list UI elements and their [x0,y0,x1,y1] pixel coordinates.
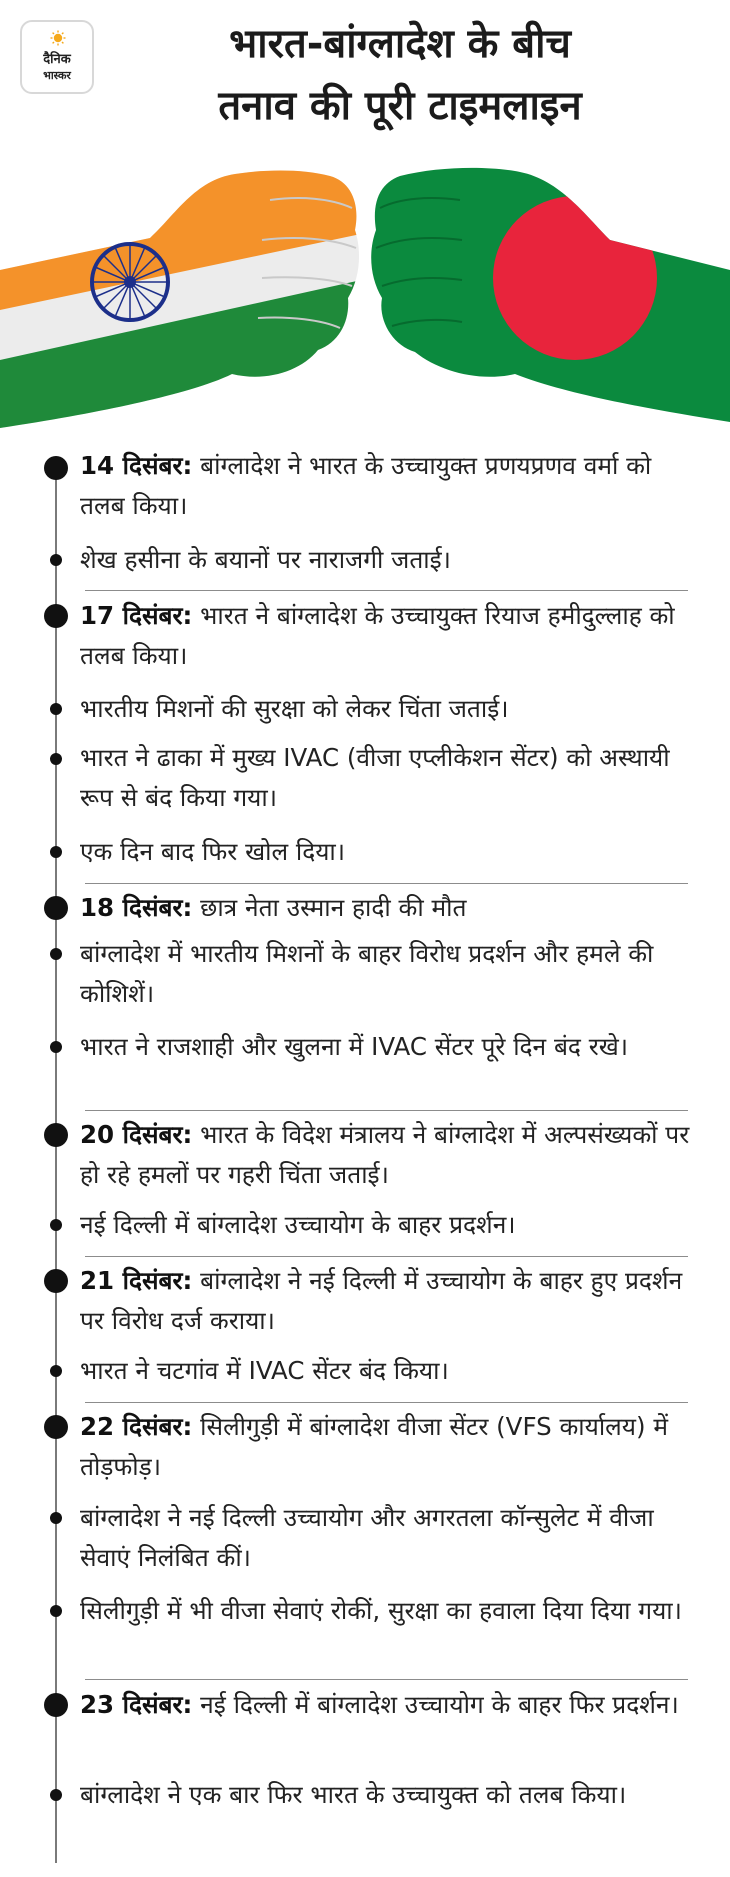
timeline-event-marker [44,896,68,920]
section-divider [85,1110,688,1111]
bullet-text: शेख हसीना के बयानों पर नाराजगी जताई। [80,545,451,574]
bullet-marker [50,846,62,858]
bullet-text: एक दिन बाद फिर खोल दिया। [80,837,346,866]
ashoka-chakra-icon [92,244,168,320]
bullet-text: भारत ने राजशाही और खुलना में IVAC सेंटर पूरे दिन बंद रखे। [80,1032,629,1061]
sun-icon [50,30,66,46]
page-title-line-2: तनाव की पूरी टाइमलाइन [218,83,582,129]
bullet-text: नई दिल्ली में बांग्लादेश उच्चायोग के बाहर प्रदर्शन। [80,1210,516,1239]
bullet-text: बांग्लादेश ने एक बार फिर भारत के उच्चायुक्त को तलब किया। [80,1780,627,1809]
bullet-text: भारत ने चटगांव में IVAC सेंटर बंद किया। [80,1356,449,1385]
timeline-event-marker [44,1123,68,1147]
section-divider [85,590,688,591]
logo-line-2: भास्कर [43,69,71,82]
timeline-event-marker [44,1269,68,1293]
bullet-marker [50,1512,62,1524]
timeline [0,440,730,1870]
timeline-event-marker [44,604,68,628]
timeline-event-text [80,1685,690,1725]
bullet-marker [50,703,62,715]
bullet-text: बांग्लादेश में भारतीय मिशनों के बाहर विरोध प्रदर्शन और हमले की कोशिशें। [80,939,654,1008]
event-description: नई दिल्ली में बांग्लादेश उच्चायोग के बाहर फिर प्रदर्शन। [200,1690,679,1719]
hero-fists-illustration [0,160,730,430]
page-title-line-1: भारत-बांग्लादेश के बीच [229,21,571,67]
timeline-vertical-line [55,468,57,1863]
timeline-event-text [80,888,690,928]
bullet-text: भारत ने ढाका में मुख्य IVAC (वीजा एप्लीकेशन सेंटर) को अस्थायी रूप से बंद किया गया। [80,743,670,812]
event-date: 17 दिसंबर: [80,601,193,630]
event-description: छात्र नेता उस्मान हादी की मौत [200,893,467,922]
india-fist [0,160,370,430]
bullet-text: बांग्लादेश ने नई दिल्ली उच्चायोग और अगरतला कॉन्सुलेट में वीजा सेवाएं निलंबित कीं। [80,1503,654,1572]
event-date: 22 दिसंबर: [80,1412,193,1441]
timeline-event-text [80,1261,690,1341]
event-description: बांग्लादेश ने भारत के उच्चायुक्त प्रणयप्रणव वर्मा को तलब किया। [80,451,652,520]
section-divider [85,1679,688,1680]
timeline-event-text [80,446,690,526]
bangladesh-fist [360,160,730,430]
event-description: बांग्लादेश ने नई दिल्ली में उच्चायोग के बाहर हुए प्रदर्शन पर विरोध दर्ज कराया। [80,1266,683,1335]
event-date: 23 दिसंबर: [80,1690,193,1719]
event-description: भारत के विदेश मंत्रालय ने बांग्लादेश में अल्पसंख्यकों पर हो रहे हमलों पर गहरी चिंता जताई। [80,1120,690,1189]
bullet-marker [50,1605,62,1617]
event-description: भारत ने बांग्लादेश के उच्चायुक्त रियाज हमीदुल्लाह को तलब किया। [80,601,675,670]
dainik-bhaskar-logo [20,20,94,94]
bullet-marker [50,753,62,765]
bullet-text: सिलीगुड़ी में भी वीजा सेवाएं रोकीं, सुरक्षा का हवाला दिया दिया गया। [80,1596,682,1625]
bullet-marker [50,1365,62,1377]
bullet-text: भारतीय मिशनों की सुरक्षा को लेकर चिंता जताई। [80,694,509,723]
bullet-marker [50,554,62,566]
timeline-event-marker [44,1693,68,1717]
bullet-marker [50,1041,62,1053]
timeline-event-text [80,1115,690,1195]
event-date: 20 दिसंबर: [80,1120,193,1149]
section-divider [85,883,688,884]
section-divider [85,1402,688,1403]
timeline-event-text [80,1407,690,1487]
section-divider [85,1256,688,1257]
timeline-event-text [80,596,690,676]
logo-line-1: दैनिक [43,52,71,67]
event-date: 14 दिसंबर: [80,451,193,480]
event-date: 21 दिसंबर: [80,1266,193,1295]
event-description: सिलीगुड़ी में बांग्लादेश वीजा सेंटर (VFS कार्यालय) में तोड़फोड़। [80,1412,668,1481]
bullet-marker [50,1789,62,1801]
timeline-event-marker [44,456,68,480]
event-date: 18 दिसंबर: [80,893,193,922]
timeline-event-marker [44,1415,68,1439]
bullet-marker [50,1219,62,1231]
header [0,0,730,150]
bullet-marker [50,948,62,960]
